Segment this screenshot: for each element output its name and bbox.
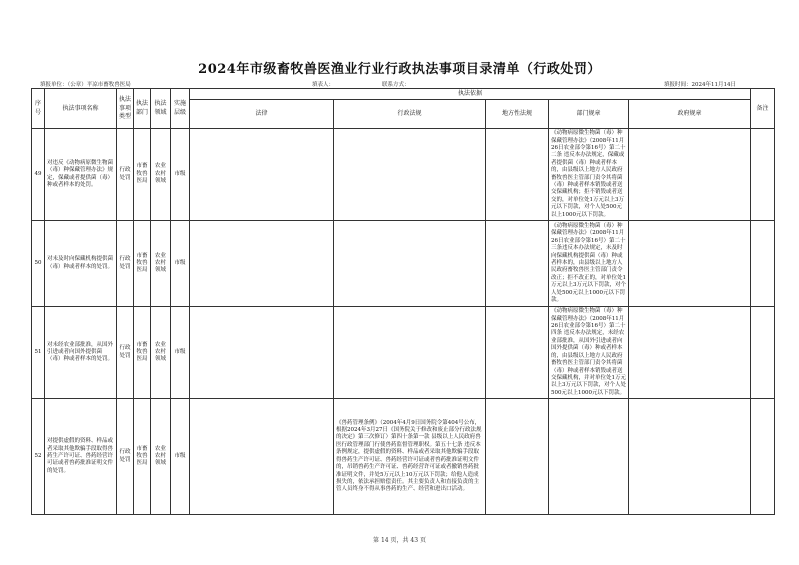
header-field: 执法领域 [151, 89, 171, 129]
cell-field: 农业农村领域 [151, 307, 171, 399]
header-level: 实施层级 [171, 89, 190, 129]
cell-gov-rule [629, 399, 751, 515]
header-seq: 序号 [32, 89, 45, 129]
header-dept-rule: 部门规章 [549, 100, 629, 129]
cell-dept-rule: 《动物病原微生物菌（毒）种保藏管理办法》（2008年11月26日农业部令第16号）第二十三条违反本办法规定，未及时向保藏机构提供菌（毒）种或者样本的，由县级以上地方人民政府畜牧兽医主管部门责令改正；拒不改正的，对单位处1万元以上3万元以下罚款，对个人处500元以上1000元以下罚款。 [549, 221, 629, 307]
cell-gov-rule [629, 221, 751, 307]
contact: 联系方式： [382, 82, 410, 88]
cell-local-reg [486, 399, 549, 515]
cell-dept: 市畜牧兽医局 [134, 399, 151, 515]
header-law: 法律 [190, 100, 334, 129]
cell-name: 对未经农业部批准，从国外引进或者向国外提供菌（毒）种或者样本的处罚。 [45, 307, 117, 399]
cell-level: 市级 [171, 221, 190, 307]
cell-dept: 市畜牧兽医局 [134, 221, 151, 307]
cell-remark [751, 129, 775, 221]
cell-seq: 49 [32, 129, 45, 221]
filling-date: 填报时间：2024年11月14日 [664, 82, 736, 88]
cell-local-reg [486, 129, 549, 221]
cell-admin-reg [334, 221, 486, 307]
cell-dept-rule: 《动物病原微生物菌（毒）种保藏管理办法》（2008年11月26日农业部令第16号）第二十二条 违反本办法规定，保藏或者提供菌（毒）种或者样本的，由县级以上地方人民政府畜牧兽医主管部门责令其将菌（毒）种或者样本销毁或者送交保藏机构；拒不销毁或者送交的，对单位处1万元以上3万元以下罚款，对个人处500元以上1000元以下罚款。 [549, 129, 629, 221]
cell-law [190, 221, 334, 307]
cell-name: 对违反《动物病原微生物菌（毒）种保藏管理办法》规定，保藏或者提供菌（毒）种或者样本的处罚。 [45, 129, 117, 221]
cell-gov-rule [629, 307, 751, 399]
law-enforcement-table [31, 88, 775, 515]
cell-type: 行政处罚 [117, 129, 134, 221]
cell-name: 对未及时向保藏机构提供菌（毒）种或者样本的处罚。 [45, 221, 117, 307]
cell-local-reg [486, 307, 549, 399]
cell-field: 农业农村领域 [151, 221, 171, 307]
header-type: 执法事项类型 [117, 89, 134, 129]
cell-remark [751, 221, 775, 307]
cell-dept: 市畜牧兽医局 [134, 307, 151, 399]
cell-type: 行政处罚 [117, 221, 134, 307]
header-admin-reg: 行政法规 [334, 100, 486, 129]
filler: 填表人： [312, 82, 335, 88]
cell-level: 市级 [171, 129, 190, 221]
table-row [32, 221, 775, 307]
header-basis: 执法依据 [190, 89, 751, 100]
cell-type: 行政处罚 [117, 307, 134, 399]
cell-dept-rule: 《动物病原微生物菌（毒）种保藏管理办法》（2008年11月26日农业部令第16号）第二十四条 违反本办法规定，未经农业部批准，从国外引进或者向国外提供菌（毒）种或者样本的，由县级以上地方人民政府畜牧兽医主管部门责令其将菌（毒）种或者样本销毁或者送交保藏机构，并对单位处1万元以上3万元以下罚款，对个人处500元以上1000元以下罚款。 [549, 307, 629, 399]
header-gov-rule: 政府规章 [629, 100, 751, 129]
document-title: 2024年市级畜牧兽医渔业行业行政执法事项目录清单（行政处罚） [198, 62, 601, 77]
cell-level: 市级 [171, 307, 190, 399]
cell-type: 行政处罚 [117, 399, 134, 515]
cell-law [190, 399, 334, 515]
table-row [32, 307, 775, 399]
cell-remark [751, 307, 775, 399]
header-remark: 备注 [751, 89, 775, 129]
cell-seq: 50 [32, 221, 45, 307]
cell-admin-reg [334, 129, 486, 221]
cell-dept-rule [549, 399, 629, 515]
cell-dept: 市畜牧兽医局 [134, 129, 151, 221]
cell-field: 农业农村领域 [151, 399, 171, 515]
cell-law [190, 129, 334, 221]
header-name: 执法事项名称 [45, 89, 117, 129]
cell-level: 市级 [171, 399, 190, 515]
table-row [32, 399, 775, 515]
cell-field: 农业农村领域 [151, 129, 171, 221]
cell-admin-reg: 《兽药管理条例》（2004年4月9日国务院令第404号公布，根据2024年3月27日《国务院关于修改和废止部分行政法规的决定》第三次修订）第四十条第一款 县级以上人民政府兽医行政管理部门行使兽药监督管理职权。第五十七条 违反本条例规定，提供虚假的资料、样品或者采取其他欺骗手段取得兽药生产许可证、兽药经营许可证或者兽药批准证明文件的，吊销兽药生产许可证、兽药经营许可证或者撤销兽药批准证明文件，并处5万元以上10万元以下罚款；给他人造成损失的，依法承担赔偿责任。其主要负责人和直接负责的主管人员终身不得从事兽药的生产、经营和进出口活动。 [334, 399, 486, 515]
cell-remark [751, 399, 775, 515]
cell-seq: 51 [32, 307, 45, 399]
cell-law [190, 307, 334, 399]
header-local-reg: 地方性法规 [486, 100, 549, 129]
header-dept: 执法部门 [134, 89, 151, 129]
cell-gov-rule [629, 129, 751, 221]
cell-local-reg [486, 221, 549, 307]
cell-seq: 52 [32, 399, 45, 515]
filling-unit: 填报单位：（公章）平凉市畜牧兽医局 [40, 82, 131, 88]
cell-admin-reg [334, 307, 486, 399]
page-number: 第 14 页，共 43 页 [373, 537, 426, 544]
table-row [32, 129, 775, 221]
cell-name: 对提供虚假的资料、样品或者采取其他欺骗手段取得兽药生产许可证、兽药经营许可证或者兽药批准证明文件的处罚。 [45, 399, 117, 515]
